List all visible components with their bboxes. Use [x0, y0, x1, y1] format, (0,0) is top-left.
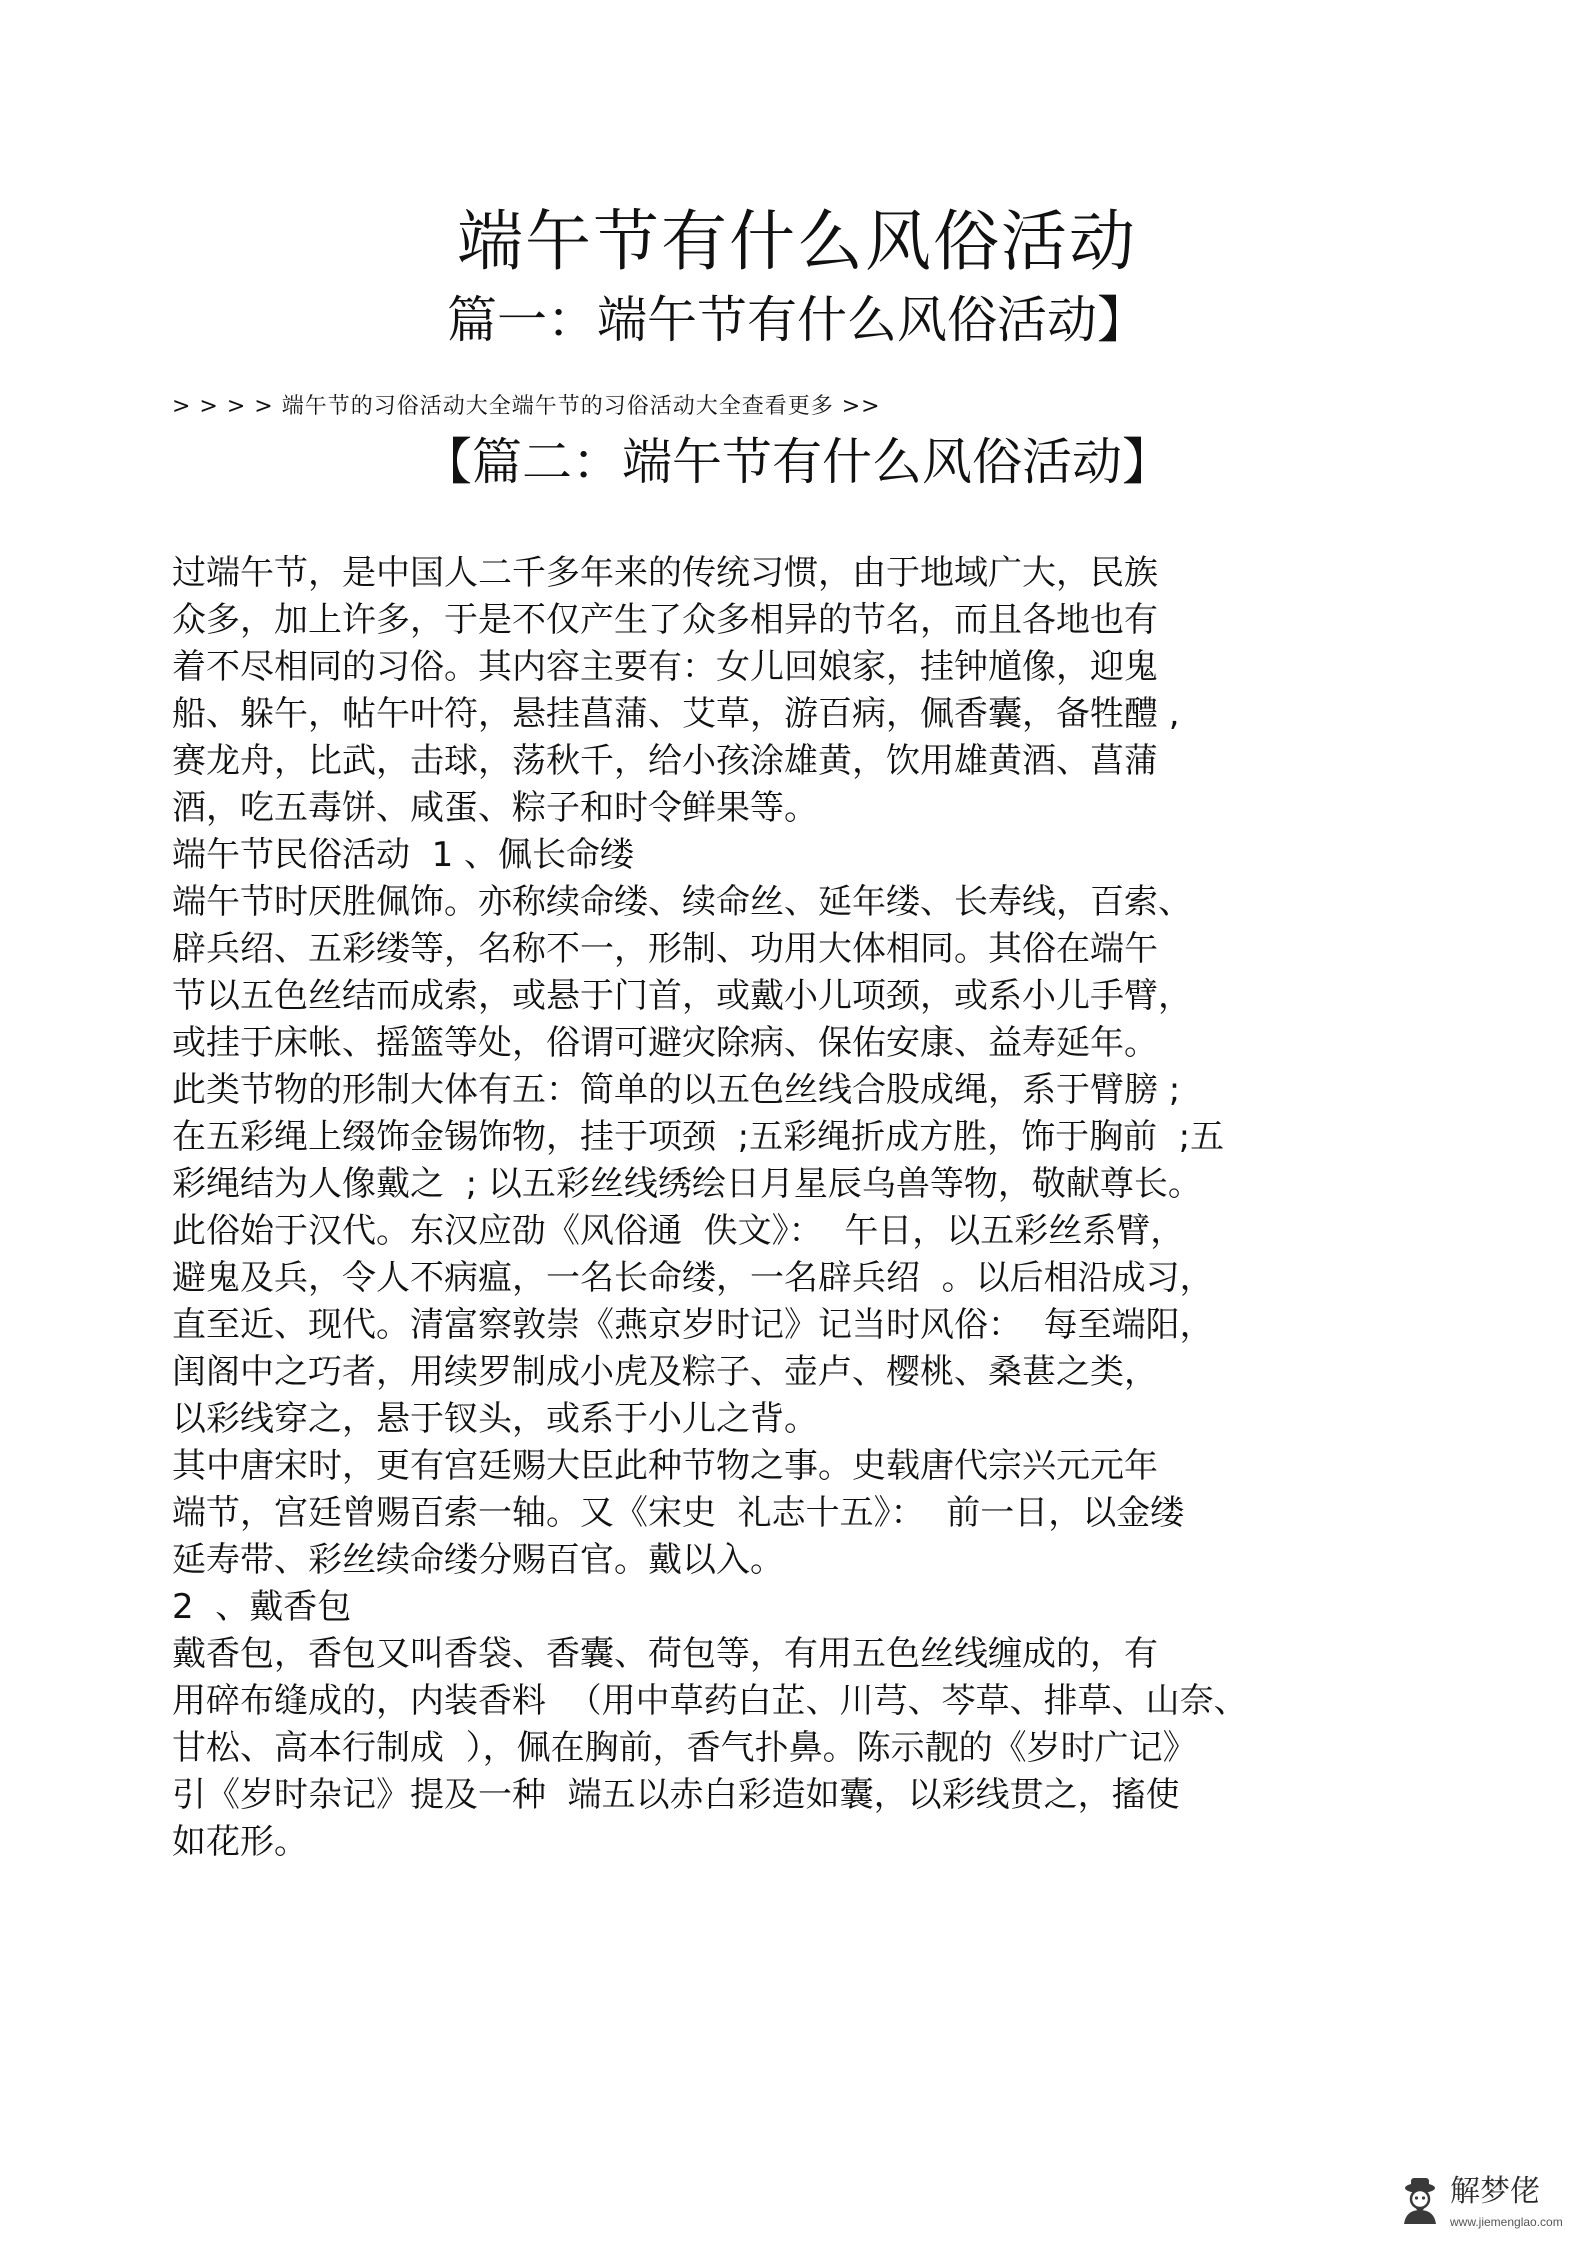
text-line: 赛龙舟，比武，击球，荡秋千，给小孩涂雄黄，饮用雄黄酒、菖蒲 — [172, 741, 1158, 781]
text-line: 船、躲午，帖午叶符，悬挂菖蒲、艾草，游百病，佩香囊，备牲醴 , — [172, 694, 1180, 734]
text-line: 此俗始于汉代。东汉应劭《风俗通 佚文》： 午日，以五彩丝系臂， — [172, 1211, 1185, 1251]
watermark-url: www.jiemenglao.com — [1450, 2215, 1563, 2229]
text-line: 戴香包，香包又叫香袋、香囊、荷包等，有用五色丝线缠成的，有 — [172, 1634, 1158, 1674]
watermark-name: 解梦佬 — [1450, 2174, 1540, 2209]
text-line: 众多，加上许多，于是不仅产生了众多相异的节名，而且各地也有 — [172, 600, 1158, 640]
see-more-link[interactable]: > > > > 端午节的习俗活动大全端午节的习俗活动大全查看更多 >> — [172, 394, 881, 419]
text-line: 着不尽相同的习俗。其内容主要有：女儿回娘家，挂钟馗像，迎鬼 — [172, 647, 1158, 687]
text-line: 2 、戴香包 — [172, 1587, 352, 1627]
text-line: 或挂于床帐、摇篮等处，俗谓可避灾除病、保佑安康、益寿延年。 — [172, 1023, 1158, 1063]
text-line: 甘松、高本行制成 ），佩在胸前，香气扑鼻。陈示靓的《岁时广记》 — [172, 1728, 1197, 1768]
text-line: 其中唐宋时，更有宫廷赐大臣此种节物之事。史载唐代宗兴元元年 — [172, 1446, 1158, 1486]
document-title: 端午节有什么风俗活动 — [457, 203, 1137, 280]
text-line: 直至近、现代。清富察敦崇《燕京岁时记》记当时风俗： 每至端阳， — [172, 1305, 1214, 1345]
text-line: 端午节民俗活动 1 、佩长命缕 — [172, 835, 635, 875]
text-line: 过端午节，是中国人二千多年来的传统习惯，由于地域广大，民族 — [172, 553, 1158, 593]
text-line: 闺阁中之巧者，用续罗制成小虎及粽子、壶卢、樱桃、桑葚之类， — [172, 1352, 1158, 1392]
text-line: 用碎布缝成的，内装香料 （用中草药白芷、川芎、芩草、排草、山奈、 — [172, 1681, 1248, 1721]
text-line: 辟兵绍、五彩缕等，名称不一，形制、功用大体相同。其俗在端午 — [172, 929, 1158, 969]
section-two-heading: 【篇二：端午节有什么风俗活动】 — [422, 433, 1172, 491]
text-line: 延寿带、彩丝续命缕分赐百官。戴以入。 — [172, 1540, 784, 1580]
text-line: 在五彩绳上缀饰金锡饰物，挂于项颈 ;五彩绳折成方胜，饰于胸前 ;五 — [172, 1117, 1225, 1157]
text-line: 节以五色丝结而成索，或悬于门首，或戴小儿项颈，或系小儿手臂， — [172, 976, 1192, 1016]
text-line: 彩绳结为人像戴之 ; 以五彩丝线绣绘日月星辰乌兽等物，敬献尊长。 — [172, 1164, 1202, 1204]
text-line: 引《岁时杂记》提及一种 端五以赤白彩造如囊，以彩线贯之，搐使 — [172, 1775, 1180, 1815]
site-watermark[interactable] — [1394, 2170, 1564, 2242]
fortune-teller-icon — [1394, 2174, 1446, 2226]
text-line: 端午节时厌胜佩饰。亦称续命缕、续命丝、延年缕、长寿线，百索、 — [172, 882, 1192, 922]
text-line: 避鬼及兵，令人不病瘟，一名长命缕，一名辟兵绍 。以后相沿成习， — [172, 1258, 1214, 1298]
article-body — [172, 550, 1432, 1866]
section-one-heading: 篇一：端午节有什么风俗活动】 — [447, 291, 1147, 349]
text-line: 此类节物的形制大体有五：简单的以五色丝线合股成绳，系于臂膀 ; — [172, 1070, 1181, 1110]
text-line: 酒，吃五毒饼、咸蛋、粽子和时令鲜果等。 — [172, 788, 818, 828]
text-line: 如花形。 — [172, 1822, 308, 1862]
text-line: 以彩线穿之，悬于钗头，或系于小儿之背。 — [172, 1399, 818, 1439]
text-line: 端节，宫廷曾赐百索一轴。又《宋史 礼志十五》： 前一日，以金缕 — [172, 1493, 1185, 1533]
